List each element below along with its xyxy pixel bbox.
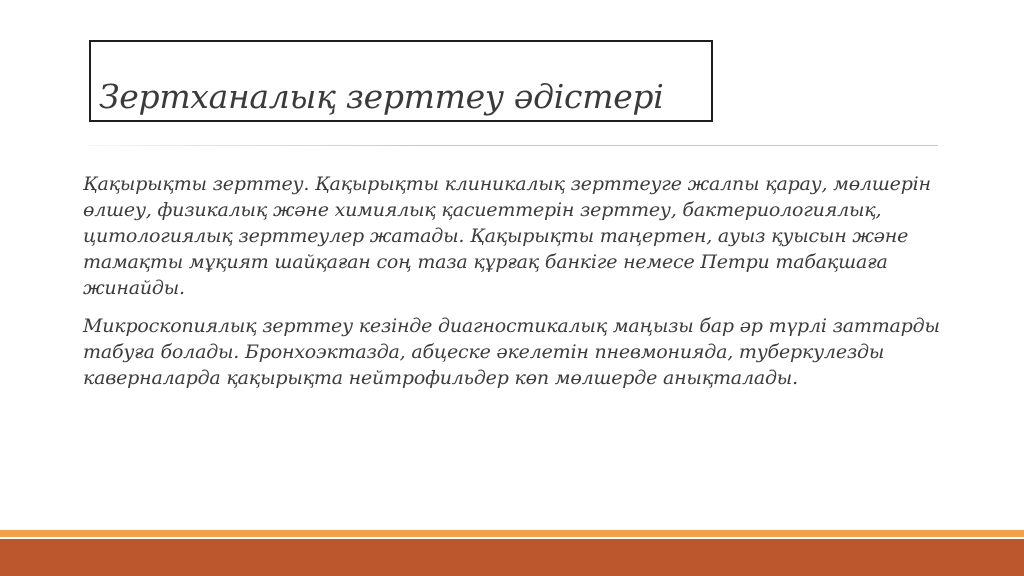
body-paragraph: Қақырықты зерттеу. Қақырықты клиникалық зерттеуге жалпы қарау, мөлшерін өлшеу, физикалық және химиялық қасиеттерін зерттеу, бактериологиялық, цитологиялық зерттеулер жатады. Қақырықты таңертен, ауыз қуысын және тамақты мұқият шайқаған соң таза құрғақ банкіге немесе Петри табақшаға жинайды. [83,173,931,299]
footer-bar [0,539,1024,576]
slide-title: Зертханалық зерттеу әдістері [99,77,664,116]
body-paragraph: Микроскопиялық зерттеу кезінде диагностикалық маңызы бар әр түрлі заттарды табуға болады. Бронхоэктазда, абцеске әкелетін пневмонияда, туберкулезды каверналарда қақырықта нейтрофильдер көп мөлшерде анықталады. [83,315,940,389]
slide-body [83,171,953,403]
footer-accent-stripe [0,530,1024,537]
title-box [89,40,713,122]
title-divider [88,145,938,146]
